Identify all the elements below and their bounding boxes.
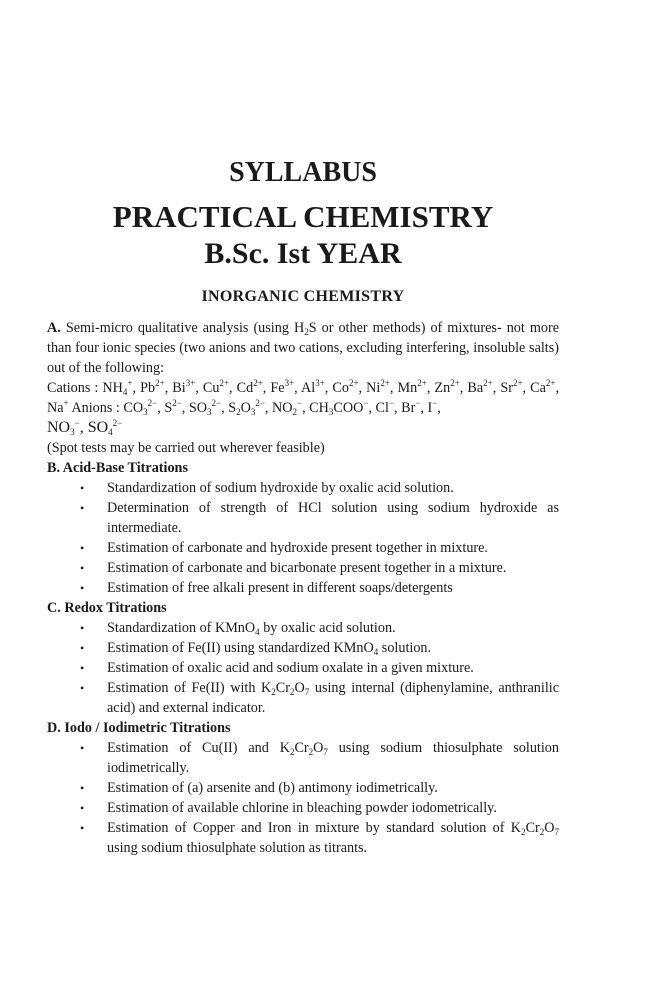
section-c-list (47, 618, 559, 718)
section-a-label: A. (47, 320, 61, 336)
list-item: • Determination of strength of HCl solution using sodium hydroxide as intermediate. (80, 500, 559, 536)
inorganic-chemistry-heading: INORGANIC CHEMISTRY (201, 288, 405, 305)
list-item: • Estimation of carbonate and hydroxide present together in mixture. (80, 540, 488, 556)
list-item: • Standardization of sodium hydroxide by oxalic acid solution. (80, 480, 454, 496)
section-b-list (47, 478, 559, 598)
section-b-heading: B. Acid-Base Titrations (47, 460, 188, 476)
list-item: • Standardization of KMnO$_4$ by oxalic acid solution. (80, 620, 396, 637)
list-item: • Estimation of Copper and Iron in mixture by standard solution of $K_2Cr_2O_7$ using sodium thiosulphate solution as titrants. (80, 820, 559, 856)
list-item: • Estimation of available chlorine in bleaching powder iodometrically. (80, 800, 497, 816)
syllabus-title: SYLLABUS (229, 157, 377, 188)
section-d-heading: D. Iodo / Iodimetric Titrations (47, 720, 231, 736)
spot-test-note: (Spot tests may be carried out wherever feasible) (47, 440, 325, 456)
list-item: • Estimation of Fe(II) with $K_2Cr_2O_7$ using internal (diphenylamine, anthranilic acid) and external indicator. (80, 680, 559, 716)
syllabus-body (47, 318, 559, 858)
anions-label: Anions : (71, 400, 124, 416)
list-item: • Estimation of (a) arsenite and (b) antimony iodimetrically. (80, 780, 438, 796)
list-item: • Estimation of free alkali present in different soaps/detergents (80, 580, 453, 596)
section-c-heading: C. Redox Titrations (47, 600, 167, 616)
section-a-intro: A. Semi-micro qualitative analysis (using $H_2S$ or other methods) of mixtures- not more than four ionic species (two anions and two cations, excluding interfering, insoluble salts) out of the following: (47, 320, 559, 376)
cations-label: Cations : (47, 380, 103, 396)
list-item: • Estimation of carbonate and bicarbonate present together in a mixture. (80, 560, 507, 576)
section-d-list (47, 738, 559, 858)
year-title: B.Sc. Ist YEAR (204, 237, 402, 270)
list-item: • Estimation of Cu(II) and $K_2Cr_2O_7$ using sodium thiosulphate solution iodimetrically. (80, 740, 559, 776)
ion-list: Cations : $NH_4^+$, $Pb^{2+}$, $Bi^{3+}$, $Cu^{2+}$, $Cd^{2+}$, $Fe^{3+}$, $Al^{3+}$, $Co^{2+}$, $Ni^{2+}$, $Mn^{2+}$, $Zn^{2+}$, $Ba^{2+}$, $Sr^{2+}$, $Ca^{2+}$, Na+ Anions : $CO_3^{2-}$, $S^{2-}$, $SO_3^{2-}$, $S_2O_3^{2-}$, $NO_2^-$, $CH_3COO^-$, Cl−, Br−, I−, $NO_3^-$, $SO_4^{2-}$ (47, 378, 560, 437)
list-item: • Estimation of Fe(II) using standardized KMnO$_4$ solution. (80, 640, 432, 657)
list-item: • Estimation of oxalic acid and sodium oxalate in a given mixture. (80, 660, 474, 676)
practical-chemistry-title: PRACTICAL CHEMISTRY (112, 199, 494, 234)
